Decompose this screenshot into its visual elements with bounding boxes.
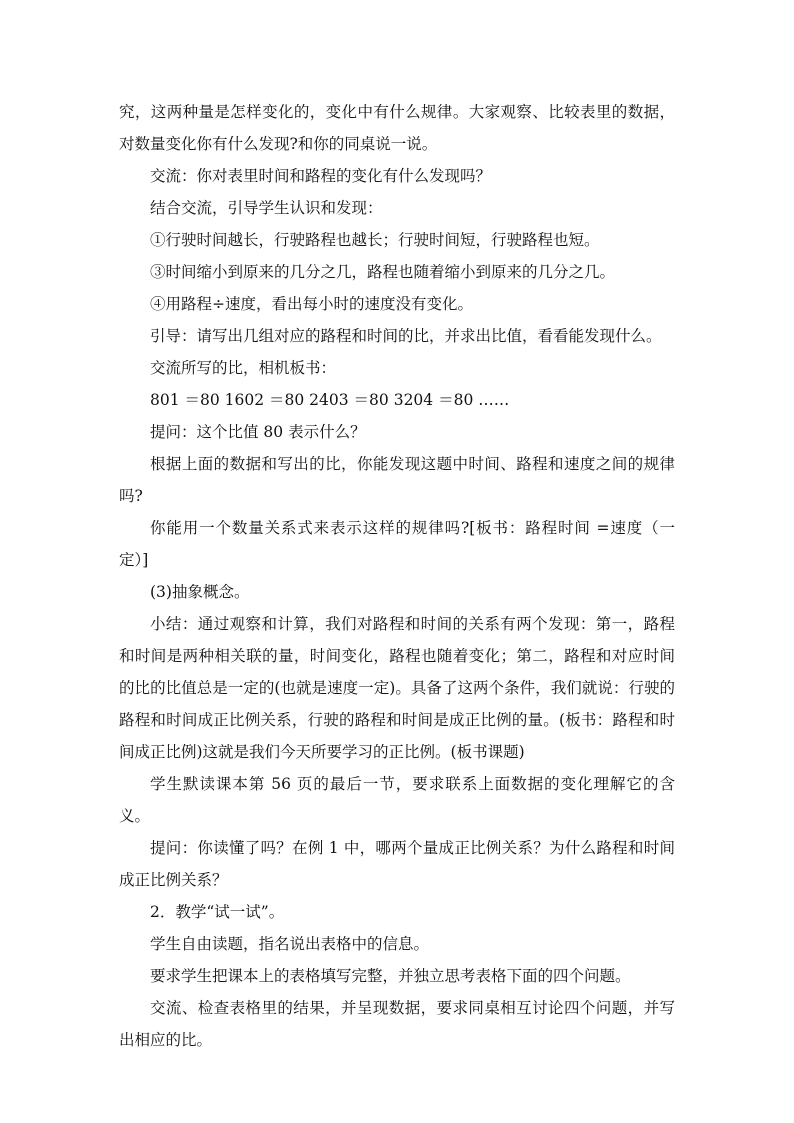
paragraph-10: 提问：这个比值 80 表示什么？	[150, 423, 366, 441]
paragraph-17: 2．教学“试一试”。	[150, 903, 285, 921]
paragraph-3: 结合交流，引导学生认识和发现：	[150, 199, 383, 217]
paragraph-6: ④用路程÷速度，看出每小时的速度没有变化。	[150, 295, 473, 313]
paragraph-1: 究，这两种量是怎样变化的，变化中有什么规律。大家观察、比较表里的数据，对数量变化你有什么发现?和你的同桌说一说。	[119, 103, 675, 153]
paragraph-14: 小结：通过观察和计算，我们对路程和时间的关系有两个发现：第一，路程和时间是两种相关联的量，时间变化，路程也随着变化；第二，路程和对应时间的比的比值总是一定的(也就是速度一定)。具备了这两个条件，我们就说：行驶的路程和时间成正比例关系，行驶的路程和时间是成正比例的量。(板书：路程和时间成正比例)这就是我们今天所要学习的正比例。(板书课题)	[119, 615, 675, 761]
paragraph-8: 交流所写的比，相机板书：	[150, 359, 337, 377]
paragraph-19: 要求学生把课本上的表格填写完整，并独立思考表格下面的四个问题。	[150, 967, 631, 985]
paragraph-15: 学生默读课本第 56 页的最后一节，要求联系上面数据的变化理解它的含义。	[119, 775, 675, 825]
document-body	[119, 96, 675, 1056]
paragraph-18: 学生自由读题，指名说出表格中的信息。	[150, 935, 430, 953]
paragraph-2: 交流：你对表里时间和路程的变化有什么发现吗？	[150, 167, 492, 185]
paragraph-7: 引导：请写出几组对应的路程和时间的比，并求出比值，看看能发现什么。	[150, 327, 662, 345]
paragraph-20: 交流、检查表格里的结果，并呈现数据，要求同桌相互讨论四个问题，并写出相应的比。	[119, 999, 675, 1049]
paragraph-4: ①行驶时间越长，行驶路程也越长；行驶时间短，行驶路程也短。	[150, 231, 600, 249]
paragraph-9: 801 ＝80 1602 ＝80 2403 ＝80 3204 ＝80 ……	[150, 391, 510, 409]
paragraph-13: (3)抽象概念。	[150, 583, 250, 601]
paragraph-16: 提问：你读懂了吗？在例 1 中，哪两个量成正比例关系？为什么路程和时间成正比例关系？	[119, 839, 675, 889]
paragraph-12: 你能用一个数量关系式来表示这样的规律吗?[板书：路程时间 =速度（一定）]	[119, 519, 675, 569]
paragraph-5: ③时间缩小到原来的几分之几，路程也随着缩小到原来的几分之几。	[150, 263, 616, 281]
paragraph-11: 根据上面的数据和写出的比，你能发现这题中时间、路程和速度之间的规律吗?	[119, 455, 675, 505]
